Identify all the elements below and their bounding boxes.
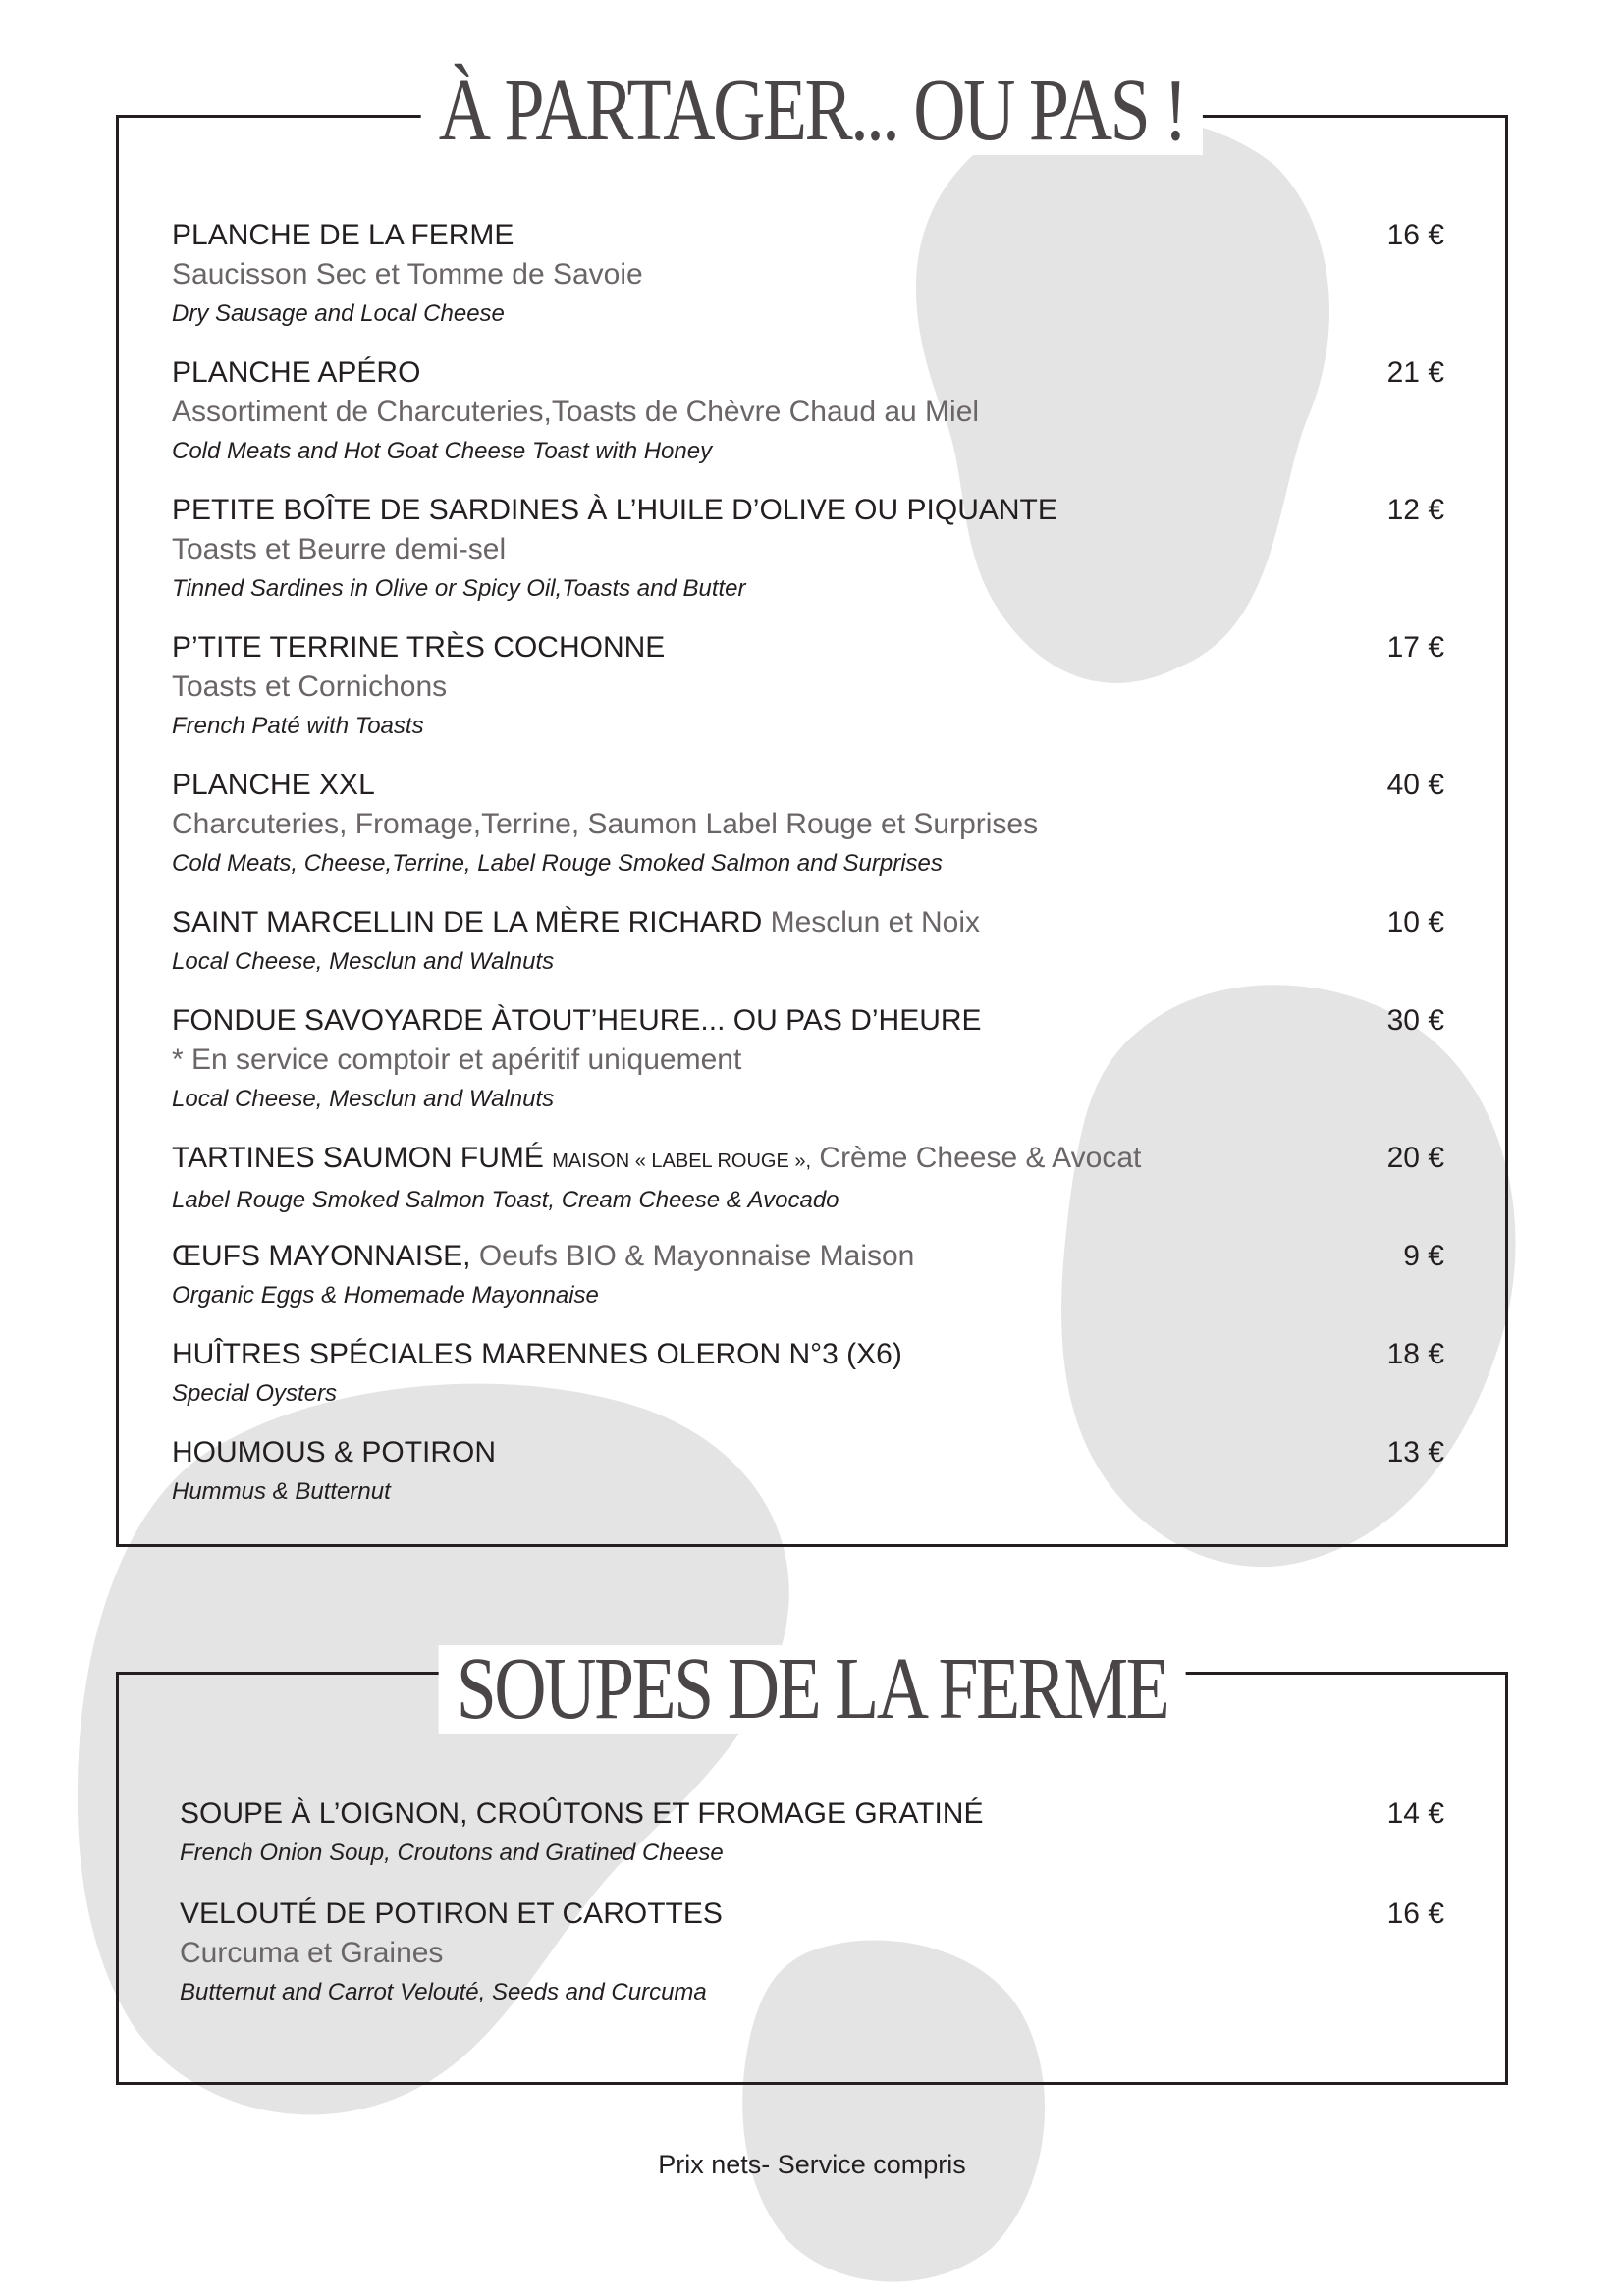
item-english: Tinned Sardines in Olive or Spicy Oil,Toasts and Butter <box>172 575 746 602</box>
item-english: Label Rouge Smoked Salmon Toast, Cream Cheese & Avocado <box>172 1187 839 1213</box>
item-name: PLANCHE XXL <box>172 769 375 801</box>
section-soupes <box>116 1640 1508 2085</box>
item-english: Organic Eggs & Homemade Mayonnaise <box>172 1282 599 1308</box>
footer-note: Prix nets- Service compris <box>658 2150 966 2179</box>
item-price: 17 € <box>1386 631 1444 664</box>
item-description: Charcuteries, Fromage,Terrine, Saumon Label Rouge et Surprises <box>172 808 1039 840</box>
item-description: * En service comptoir et apéritif uniquement <box>172 1043 742 1076</box>
item-description: Curcuma et Graines <box>180 1937 444 1969</box>
item-english: Cold Meats, Cheese,Terrine, Label Rouge Smoked Salmon and Surprises <box>172 850 943 877</box>
item-name: P’TITE TERRINE TRÈS COCHONNE <box>172 631 666 664</box>
menu-item <box>172 216 1444 334</box>
item-name-inline: Oeufs BIO & Mayonnaise Maison <box>478 1240 915 1272</box>
item-name: FONDUE SAVOYARDE ÀTOUT’HEURE... OU PAS D’HEURE <box>172 1004 982 1037</box>
item-name: HOUMOUS & POTIRON <box>172 1436 497 1468</box>
menu-item <box>172 766 1444 883</box>
item-price: 30 € <box>1386 1004 1444 1037</box>
item-price: 13 € <box>1386 1436 1444 1468</box>
menu-item <box>172 1237 1444 1315</box>
menu-item <box>172 628 1444 746</box>
item-name: ŒUFS MAYONNAISE, <box>172 1240 471 1272</box>
item-price: 16 € <box>1386 219 1444 251</box>
menu-item <box>172 1139 1444 1220</box>
item-price: 12 € <box>1386 494 1444 526</box>
item-price: 14 € <box>1386 1797 1444 1830</box>
item-price: 16 € <box>1386 1897 1444 1930</box>
item-name: SAINT MARCELLIN DE LA MÈRE RICHARD <box>172 906 763 938</box>
item-description: Toasts et Beurre demi-sel <box>172 533 507 565</box>
item-name: VELOUTÉ DE POTIRON ET CAROTTES <box>180 1897 723 1930</box>
item-name-inline: Mesclun et Noix <box>770 906 981 938</box>
menu-item <box>172 1335 1444 1414</box>
item-english: Hummus & Butternut <box>172 1478 391 1505</box>
section-title: SOUPES DE LA FERME <box>439 1645 1186 1734</box>
menu-item <box>180 1895 1444 2012</box>
item-description: Saucisson Sec et Tomme de Savoie <box>172 258 643 291</box>
item-english: French Paté with Toasts <box>172 713 424 739</box>
item-name-line <box>172 1237 1444 1276</box>
item-price: 40 € <box>1386 769 1444 801</box>
item-name-small: MAISON « LABEL ROUGE », <box>552 1150 812 1172</box>
item-price: 20 € <box>1386 1142 1444 1174</box>
menu-item <box>180 1794 1444 1873</box>
item-description: Toasts et Cornichons <box>172 670 448 703</box>
item-name-line <box>172 903 1444 942</box>
item-name: PLANCHE APÉRO <box>172 356 421 389</box>
item-name: SOUPE À L’OIGNON, CROÛTONS ET FROMAGE GRATINÉ <box>180 1797 984 1830</box>
item-english: Local Cheese, Mesclun and Walnuts <box>172 948 555 975</box>
menu-item <box>172 353 1444 471</box>
item-description: Assortiment de Charcuteries,Toasts de Chèvre Chaud au Miel <box>172 396 980 428</box>
item-english: Butternut and Carrot Velouté, Seeds and Curcuma <box>180 1979 707 2005</box>
item-english: French Onion Soup, Croutons and Gratined Cheese <box>180 1840 724 1866</box>
item-price: 10 € <box>1386 906 1444 938</box>
item-english: Cold Meats and Hot Goat Cheese Toast with Honey <box>172 438 713 464</box>
item-name: PLANCHE DE LA FERME <box>172 219 514 251</box>
section-title: À PARTAGER... OU PAS ! <box>421 67 1204 155</box>
item-name: HUÎTRES SPÉCIALES MARENNES OLERON N°3 (X6) <box>172 1338 902 1370</box>
item-english: Special Oysters <box>172 1380 338 1407</box>
item-name: PETITE BOÎTE DE SARDINES À L’HUILE D’OLIVE OU PIQUANTE <box>172 494 1057 526</box>
menu-item <box>172 903 1444 982</box>
item-english: Local Cheese, Mesclun and Walnuts <box>172 1086 555 1112</box>
item-name-line <box>172 1139 1444 1181</box>
item-english: Dry Sausage and Local Cheese <box>172 300 505 327</box>
menu-item <box>172 491 1444 609</box>
section-partager <box>116 62 1508 1547</box>
item-price: 21 € <box>1386 356 1444 389</box>
item-name: TARTINES SAUMON FUMÉ <box>172 1142 544 1174</box>
item-name-inline: Crème Cheese & Avocat <box>819 1142 1142 1174</box>
menu-item <box>172 1433 1444 1512</box>
item-price: 9 € <box>1403 1240 1444 1272</box>
item-price: 18 € <box>1386 1338 1444 1370</box>
menu-item <box>172 1001 1444 1119</box>
